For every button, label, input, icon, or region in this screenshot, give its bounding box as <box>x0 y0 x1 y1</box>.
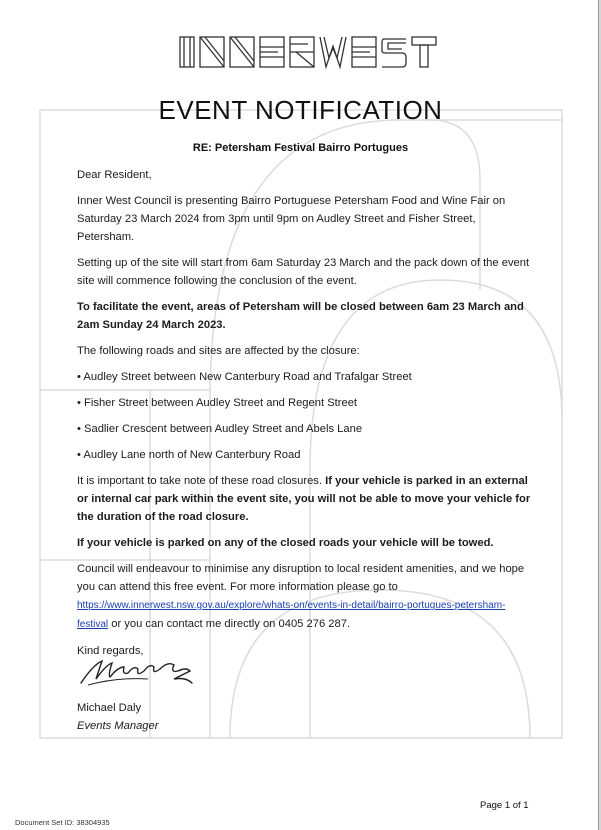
towing-warning: If your vehicle is parked on any of the closed roads your vehicle will be towed. <box>77 537 494 549</box>
parking-note-warning: If your vehicle is parked in an external or internal car park within the event site, you will not be able to move your vehicle for the duration of the road closure. <box>77 475 531 523</box>
parking-note-text: It is important to take note of these road closures. <box>77 475 326 487</box>
closure-item: • Audley Lane north of New Canterbury Road <box>77 446 532 464</box>
document-id: Document Set ID: 38304935 <box>15 818 110 827</box>
event-info-link[interactable]: https://www.innerwest.nsw.gov.au/explore/whats-on/events-in-detail/bairro-portugues-petersham-festival <box>77 600 506 630</box>
handwritten-signature <box>78 653 198 689</box>
signature-block <box>77 699 158 735</box>
paragraph-parking-note <box>77 472 532 526</box>
paragraph-event-details: Inner West Council is presenting Bairro Portuguese Petersham Food and Wine Fair on Saturday 23 March 2024 from 3pm until 9pm on Audley Street and Fisher Street, Petersham. <box>77 195 506 243</box>
inner-west-logo <box>178 34 438 70</box>
letter-body <box>77 166 532 668</box>
subject-line: RE: Petersham Festival Bairro Portugues <box>192 142 409 154</box>
paragraph-closing <box>77 560 532 634</box>
closure-item: • Sadlier Crescent between Audley Street and Abels Lane <box>77 420 532 438</box>
signoff: Kind regards, <box>77 645 144 657</box>
page-title: EVENT NOTIFICATION <box>158 95 443 125</box>
closure-item: • Fisher Street between Audley Street and Regent Street <box>77 394 532 412</box>
paragraph-setup: Setting up of the site will start from 6am Saturday 23 March and the pack down of the event site will commence following the conclusion of the event. <box>77 257 530 287</box>
contact-text: or you can contact me directly on 0405 276 287. <box>108 618 351 630</box>
greeting: Dear Resident, <box>77 169 152 181</box>
closure-item: • Audley Street between New Canterbury Road and Trafalgar Street <box>77 368 532 386</box>
page-number: Page 1 of 1 <box>480 800 529 811</box>
closing-text: Council will endeavour to minimise any disruption to local resident amenities, and we hope you can attend this free event. For more information please go to <box>77 563 525 593</box>
affected-intro: The following roads and sites are affected by the closure: <box>77 345 360 357</box>
signer-role: Events Manager <box>77 720 159 732</box>
signer-name: Michael Daly <box>77 702 142 714</box>
paragraph-closure-times: To facilitate the event, areas of Petersham will be closed between 6am 23 March and 2am Sunday 24 March 2023. <box>77 301 524 331</box>
